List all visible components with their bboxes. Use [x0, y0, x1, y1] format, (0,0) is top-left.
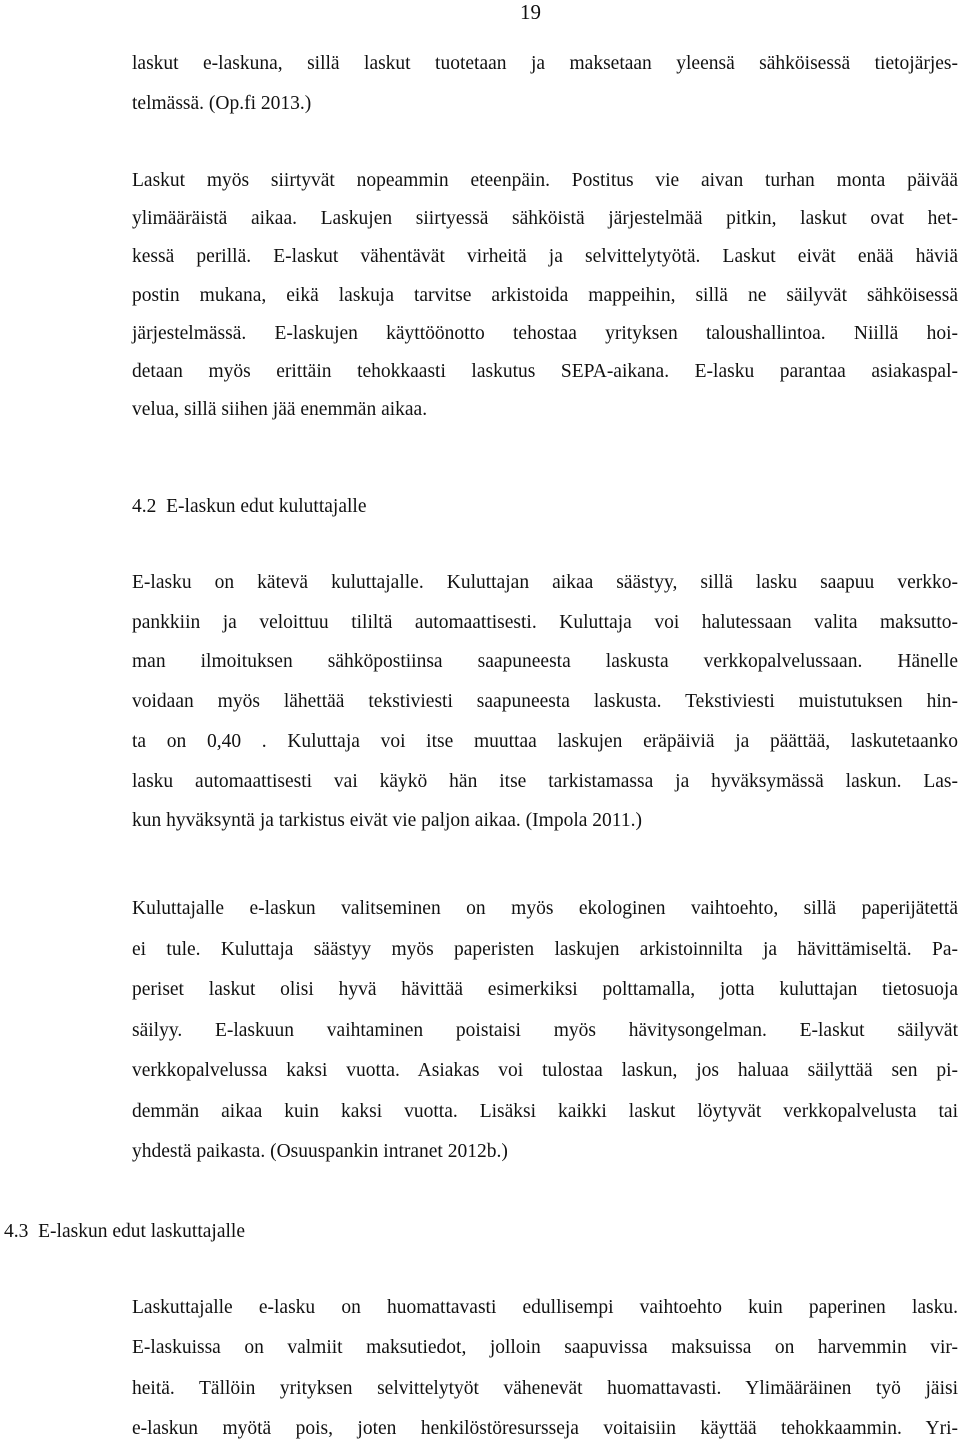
- text-line: Laskuttajalle e-lasku on huomattavasti edullisempi vaihtoehto kuin paperinen lasku.: [132, 1297, 958, 1318]
- text-line: E-laskuissa on valmiit maksutiedot, jolloin saapuvissa maksuissa on harvemmin vir-: [132, 1337, 958, 1359]
- text-line: yhdestä paikasta. (Osuuspankin intranet 2012b.): [132, 1141, 508, 1162]
- text-line: detaan myös erittäin tehokkaasti laskutus SEPA-aikana. E-lasku parantaa asiakaspal-: [132, 361, 958, 383]
- text-line: kun hyväksyntä ja tarkistus eivät vie paljon aikaa. (Impola 2011.): [132, 810, 642, 832]
- text-line: postin mukana, eikä laskuja tarvitse arkistoida mappeihin, sillä ne säilyvät sähköisessä: [132, 284, 958, 306]
- text-line: kessä perillä. E-laskut vähentävät virheitä ja selvittelytyötä. Laskut eivät enää häviä: [132, 246, 958, 268]
- text-line: man ilmoituksen sähköpostiinsa saapuneesta laskusta verkkopalvelussaan. Hänelle: [132, 651, 958, 673]
- text-line: ta on 0,40 . Kuluttaja voi itse muuttaa laskujen eräpäiviä ja päättää, laskutetaanko: [132, 730, 958, 752]
- text-line: laskut e-laskuna, sillä laskut tuotetaan ja maksetaan yleensä sähköisessä tietojärjes-: [132, 53, 958, 74]
- paragraph-3: [132, 563, 958, 841]
- text-line: pankkiin ja veloittuu tililtä automaattisesti. Kuluttaja voi halutessaan valita maksutto-: [132, 611, 958, 633]
- text-line: demmän aikaa kuin kaksi vuotta. Lisäksi kaikki laskut löytyvät verkkopalvelusta tai: [132, 1100, 958, 1122]
- paragraph-2: [132, 162, 958, 429]
- text-line: verkkopalvelussa kaksi vuotta. Asiakas voi tulostaa laskun, jos haluaa säilyttää sen pi-: [132, 1060, 958, 1081]
- text-line: ylimääräistä aikaa. Laskujen siirtyessä sähköistä järjestelmää pitkin, laskut ovat het-: [132, 208, 958, 230]
- text-line: Kuluttajalle e-laskun valitseminen on myös ekologinen vaihtoehto, sillä paperijätettä: [132, 898, 958, 919]
- text-line: E-lasku on kätevä kuluttajalle. Kuluttajan aikaa säästyy, sillä lasku saapuu verkko-: [132, 572, 958, 593]
- text-line: periset laskut olisi hyvä hävittää esimerkiksi polttamalla, jotta kuluttajan tietosuoja: [132, 979, 958, 1000]
- text-line: säilyy. E-laskuun vaihtaminen poistaisi myös hävitysongelman. E-laskut säilyvät: [132, 1019, 958, 1041]
- section-heading-4-2: 4.2 E-laskun edut kuluttajalle: [132, 496, 367, 517]
- paragraph-4: [132, 889, 958, 1173]
- text-line: heitä. Tällöin yrityksen selvittelytyöt vähenevät huomattavasti. Ylimääräinen työ jäisi: [132, 1377, 958, 1399]
- section-heading-4-3: 4.3 E-laskun edut laskuttajalle: [4, 1221, 245, 1242]
- text-line: Laskut myös siirtyvät nopeammin eteenpäin. Postitus vie aivan turhan monta päivää: [132, 170, 958, 191]
- text-line: järjestelmässä. E-laskujen käyttöönotto tehostaa yrityksen taloushallintoa. Niillä hoi-: [132, 322, 958, 344]
- paragraph-1: [132, 44, 958, 124]
- text-line: telmässä. (Op.fi 2013.): [132, 93, 312, 114]
- text-line: lasku automaattisesti vai käykö hän itse tarkistamassa ja hyväksymässä laskun. Las-: [132, 770, 958, 792]
- page-number: 19: [520, 0, 541, 24]
- text-line: voidaan myös lähettää tekstiviesti saapuneesta laskusta. Tekstiviesti muistutuksen hin-: [132, 691, 958, 713]
- text-line: velua, sillä siihen jää enemmän aikaa.: [132, 399, 428, 421]
- text-line: e-laskun myötä pois, joten henkilöstöresursseja voitaisiin käyttää tehokkaammin. Yri-: [132, 1417, 958, 1439]
- text-line: ei tule. Kuluttaja säästyy myös paperisten laskujen arkistoinnilta ja hävittämiseltä. Pa-: [132, 938, 958, 960]
- paragraph-5: [132, 1288, 958, 1449]
